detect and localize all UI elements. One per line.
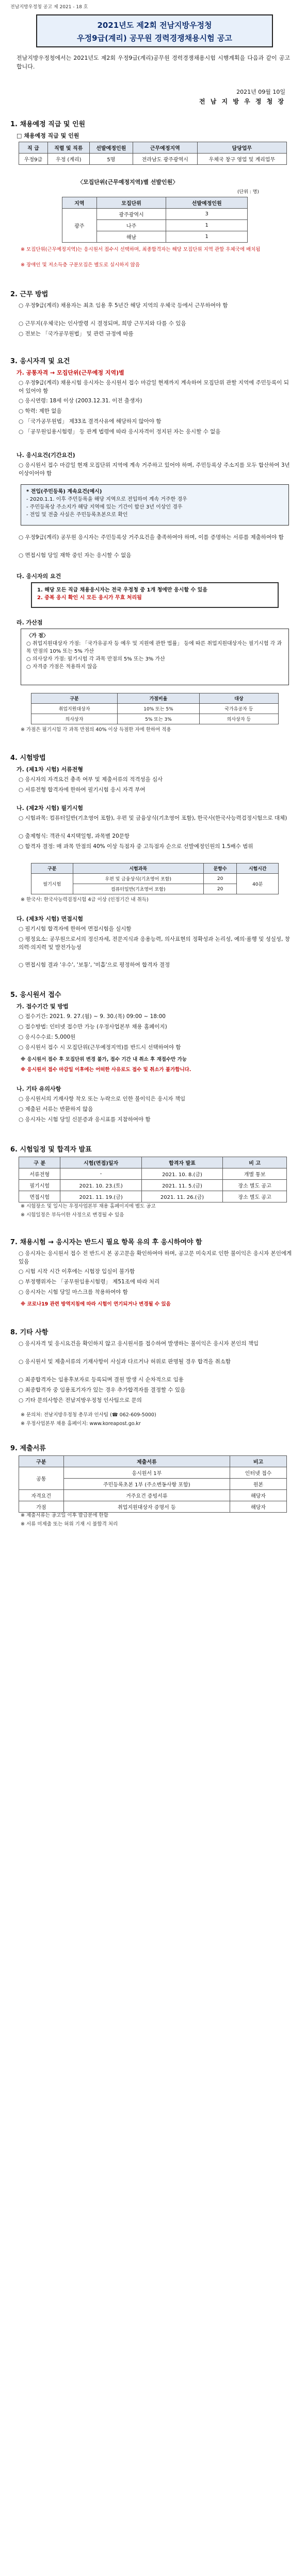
title-line-1: 2021년도 제2회 전남지방우정청 xyxy=(97,21,212,30)
cell: 자격요건 xyxy=(19,1490,64,1501)
section-4-sub1: 가. (제1차 시험) 서류전형 xyxy=(17,766,84,773)
section-5-item: ○ 응시수수료: 5,000원 xyxy=(19,1034,76,1040)
section-3-sub1: 가. 공통자격 → 모집단위(근무예정 지역)별 xyxy=(17,369,124,376)
section-4-item: ○ 시험과목: 컴퓨터일반(기초영어 포함), 우편 및 금융상식(기초영어 포함), 한국사(한국사능력검정시험으로 대체) xyxy=(19,815,287,821)
section-3-extra: ○ 우정9급(계리) 공무원 응시자는 주민등록상 거주요건을 충족하여야 하며, 이를 증명하는 서류를 제출하여야 함 xyxy=(19,534,284,540)
section-2-item: ○ 근무지(우체국)는 인사발령 시 결정되며, 희망 근무지와 다를 수 있음 xyxy=(19,320,186,327)
cell: 우체국 창구 영업 및 계리업무 xyxy=(197,154,286,165)
section-1-note-1: ※ 모집단위(근무예정지역)는 응시원서 접수시 선택하며, 최종합격자는 해당 모집단위 지역 관할 우체국에 배치됨 xyxy=(21,247,261,252)
residency-example-box xyxy=(21,484,289,526)
warn-line: 2. 중복 응시 확인 시 모든 응시가 무효 처리됨 xyxy=(37,595,142,601)
col-header: 지역 xyxy=(62,197,97,209)
col-header: 시험과목 xyxy=(73,863,203,874)
cell: 5명 xyxy=(89,154,133,165)
cell: 2021. 11. 5.(금) xyxy=(141,1180,222,1191)
cell: 장소 별도 공고 xyxy=(223,1180,287,1191)
cell: 인터넷 접수 xyxy=(230,1467,287,1479)
section-6-heading: 6. 시험일정 및 합격자 발표 xyxy=(10,1146,92,1154)
intro-text: 전남지방우정청에서는 2021년도 제2회 우정9급(계리)공무원 경력경쟁채용시험 시행계획을 다음과 같이 공고합니다. xyxy=(17,55,290,70)
section-5-bold-note: ※ 응시원서 접수 후 모집단위 변경 불가, 접수 기간 내 취소 후 재접수만 가능 xyxy=(21,1057,187,1062)
section-3-item: ○ 「공무원임용시험령」 등 관계 법령에 따라 응시자격이 정지된 자는 응시할 수 없음 xyxy=(19,429,221,435)
section-5-red-note: ※ 응시원서 접수 마감일 이후에는 어떠한 사유로도 접수 및 취소가 불가합니다. xyxy=(21,1067,191,1073)
col-header: 구분 xyxy=(31,863,73,874)
unit-label: (단위 : 명) xyxy=(237,190,259,195)
box-line: ○ 자격증 가점은 적용하지 않음 xyxy=(26,664,98,670)
section-2-item: ○ 전보는 「국가공무원법」 및 관련 규정에 따름 xyxy=(19,331,134,337)
box-line: - 2020.1.1. 이후 주민등록을 해당 지역으로 전입하여 계속 거주한 경우 xyxy=(26,497,187,502)
cell: 3 xyxy=(166,209,248,220)
section-7-heading: 7. 채용시험 → 응시자는 반드시 필요 항목 유의 후 응시하여야 함 xyxy=(10,1239,202,1246)
cell: 2021. 11. 26.(금) xyxy=(141,1191,222,1202)
col-header: 대상 xyxy=(199,693,278,704)
section-4-item: ○ 응시자의 자격요건 충족 여부 및 제출서류의 적격성을 심사 xyxy=(19,776,163,783)
cell: 거주요건 증빙서류 xyxy=(63,1490,230,1501)
section-4-item: ○ 필기시험 합격자에 한하여 면접시험을 실시함 xyxy=(19,926,132,932)
cell: 1 xyxy=(166,231,248,243)
section-4-item: ○ 면접시험 결과 '우수', '보통', '미흡'으로 평정하여 합격자 결정 xyxy=(19,962,170,968)
cell: 20 xyxy=(203,874,237,884)
section-4-sub2: 나. (제2차 시험) 필기시험 xyxy=(17,805,84,811)
title-box xyxy=(36,14,273,47)
notice-number: 전남지방우정청 공고 제 2021 - 18 호 xyxy=(10,5,88,10)
section-7-item: ○ 부정행위자는 「공무원임용시험령」 제51조에 따라 처리 xyxy=(19,1279,160,1285)
section-4-sub3: 다. (제3차 시험) 면접시험 xyxy=(17,916,84,922)
cell: 광주광역시 xyxy=(96,209,166,220)
cell: 국가유공자 등 xyxy=(199,704,278,714)
cell: 10% 또는 5% xyxy=(118,704,200,714)
col-header: 제출서류 xyxy=(63,1456,230,1467)
section-4-item: ○ 평정요소: 공무원으로서의 정신자세, 전문지식과 응용능력, 의사표현의 정확성과 논리성, 예의·품행 및 성실성, 창의력·의지력 및 발전가능성 xyxy=(19,936,290,951)
cell: 해당자 xyxy=(230,1490,287,1501)
section-1-heading: 1. 채용예정 직급 및 인원 xyxy=(10,121,86,128)
notice-date: 2021년 09월 10일 xyxy=(236,89,285,95)
col-header: 구분 xyxy=(19,1456,64,1467)
section-4-item: ○ 출제형식: 객관식 4지택일형, 과목별 20문항 xyxy=(19,833,130,839)
cell: 취업지원대상자 xyxy=(31,704,118,714)
box-line: ○ 취업지원대상자 가점: 「국가유공자 등 예우 및 지원에 관한 법률」 등에 따른 취업지원대상자는 필기시험 각 과목 만점의 10% 또는 5% 가산 xyxy=(26,641,282,654)
cell: 2021. 10. 8.(금) xyxy=(141,1168,222,1180)
cell: 응시원서 1부 xyxy=(63,1467,230,1479)
cell: 취업지원대상자 증명서 등 xyxy=(63,1501,230,1513)
documents-note: ※ 서류 미제출 또는 허위 기재 시 불합격 처리 xyxy=(21,1521,118,1527)
box-title: * 전입(주민등록) 계속요건(예시) xyxy=(26,489,102,495)
section-5-sub2: 나. 기타 유의사항 xyxy=(17,1086,61,1092)
cell: 필기시험 xyxy=(31,874,73,894)
section-7-item: ○ 시험 시작 시간 이후에는 시험장 입실이 불가함 xyxy=(19,1268,135,1275)
section-5-heading: 5. 응시원서 접수 xyxy=(10,991,61,999)
section-3-extra: ○ 면접시험 당일 재학 중인 자는 응시할 수 없음 xyxy=(19,552,132,558)
cell: 2021. 11. 19.(금) xyxy=(60,1191,141,1202)
section-5-item: ○ 응시원서의 기재사항 착오 또는 누락으로 인한 불이익은 응시자 책임 xyxy=(19,1096,186,1102)
section-5-item: ○ 응시원서 접수 시 모집단위(근무예정지역)를 반드시 선택하여야 함 xyxy=(19,1044,181,1050)
section-8-item: ○ 최종합격자는 임용후보자로 등록되며 결원 발생 시 순차적으로 임용 xyxy=(19,1377,184,1383)
website-link[interactable]: ※ 우정사업본부 채용 홈페이지: www.koreapost.go.kr xyxy=(21,1421,141,1427)
cell: 해남 xyxy=(96,231,166,243)
cell: 1 xyxy=(166,220,248,231)
section-5-item: ○ 접수방법: 인터넷 접수만 가능 (우정사업본부 채용 홈페이지) xyxy=(19,1024,167,1030)
documents-note: ※ 제출서류는 공고일 이후 발급분에 한함 xyxy=(21,1513,108,1518)
col-header: 가점비율 xyxy=(118,693,200,704)
title-line-2: 우정9급(계리) 공무원 경력경쟁채용시험 공고 xyxy=(77,33,232,43)
positions-table xyxy=(19,142,287,165)
bonus-points-box xyxy=(21,629,289,685)
section-5-item: ○ 제출된 서류는 반환하지 않음 xyxy=(19,1106,93,1112)
cell: 우편 및 금융상식(기초영어 포함) xyxy=(73,874,203,884)
section-9-heading: 9. 제출서류 xyxy=(10,1445,46,1452)
cell: 해당자 xyxy=(230,1501,287,1513)
cell: 2021. 10. 23.(토) xyxy=(60,1180,141,1191)
section-3-sub2-text: ○ 응시원서 접수 마감일 현재 모집단위 지역에 계속 거주하고 있어야 하며, 주민등록상 주소지를 모두 합산하여 3년 이상이어야 함 xyxy=(19,462,290,477)
col-header: 시험(면접)일자 xyxy=(60,1157,141,1168)
section-7-item: ○ 응시자는 응시원서 접수 전 반드시 본 공고문을 확인하여야 하며, 공고문 미숙지로 인한 불이익은 응시자 본인에게 있음 xyxy=(19,1250,292,1265)
cell: 면접시험 xyxy=(19,1191,60,1202)
section-1-sub2: 〈모집단위(근무예정지역)별 선발인원〉 xyxy=(77,179,179,185)
section-3-item: ○ 「국가공무원법」 제33조 결격사유에 해당하지 않아야 함 xyxy=(19,418,162,425)
col-header: 합격자 발표 xyxy=(141,1157,222,1168)
col-header: 선발예정인원 xyxy=(166,197,248,209)
cell: 나주 xyxy=(96,220,166,231)
col-header: 문항수 xyxy=(203,863,237,874)
box-title: 〈가 점〉 xyxy=(26,633,49,639)
section-4-heading: 4. 시험방법 xyxy=(10,754,46,762)
bonus-table xyxy=(31,693,279,724)
korean-history-note: ※ 한국사: 한국사능력검정시험 4급 이상 (인정기간 내 취득) xyxy=(21,897,149,903)
cell: 20 xyxy=(203,884,237,894)
cell: 우정9급 xyxy=(19,154,48,165)
col-header: 직렬 및 직류 xyxy=(47,142,89,154)
cell: 광주 xyxy=(62,209,97,243)
cell: 원본 xyxy=(230,1479,287,1490)
region-table xyxy=(62,197,248,243)
warn-line: 1. 해당 모든 직급 채용응시자는 전국 우정청 중 1개 청에만 응시할 수 있음 xyxy=(37,587,207,593)
cell: 의사상자 xyxy=(31,714,118,724)
col-header: 구 분 xyxy=(19,1157,60,1168)
section-4-item: ○ 서류전형 합격자에 한하여 필기시험 응시 자격 부여 xyxy=(19,787,146,793)
cell: 공통 xyxy=(19,1467,64,1490)
section-1-note-2: ※ 장애인 및 저소득층 구분모집은 별도로 실시하지 않음 xyxy=(21,262,140,268)
duplicate-warning-box xyxy=(31,582,279,608)
bonus-note: ※ 가점은 필기시험 각 과목 만점의 40% 이상 득점한 자에 한하여 적용 xyxy=(21,727,171,733)
col-header: 근무예정지역 xyxy=(133,142,197,154)
cell: 필기시험 xyxy=(19,1180,60,1191)
schedule-table xyxy=(19,1157,287,1202)
cell: 5% 또는 3% xyxy=(118,714,200,724)
section-3-item: ○ 학력: 제한 없음 xyxy=(19,408,62,414)
col-header: 선발예정인원 xyxy=(89,142,133,154)
section-5-item: ○ 접수기간: 2021. 9. 27.(월) ~ 9. 30.(목) 09:00 ~ 18:00 xyxy=(19,1013,166,1020)
col-header: 직 급 xyxy=(19,142,48,154)
section-3-sub2: 나. 응시요건(기간요건) xyxy=(17,452,75,459)
section-8-heading: 8. 기타 사항 xyxy=(10,1329,49,1336)
section-3-sub4: 라. 가산점 xyxy=(17,619,43,626)
cell: 개별 통보 xyxy=(223,1168,287,1180)
exam-subjects-table xyxy=(31,863,279,894)
section-8-item: ○ 응시자격 및 응시요건을 확인하지 않고 응시원서를 접수하여 발생하는 불이익은 응시자 본인의 책임 xyxy=(19,1341,259,1347)
documents-table xyxy=(19,1455,287,1513)
schedule-note: ※ 시험장소 및 일시는 우정사업본부 채용 홈페이지에 별도 공고 xyxy=(21,1204,156,1209)
section-5-sub1: 가. 접수기간 및 방법 xyxy=(17,1003,69,1010)
section-3-item: ○ 응시연령: 18세 이상 (2003.12.31. 이전 출생자) xyxy=(19,398,142,404)
cell: 가점 xyxy=(19,1501,64,1513)
box-line: ○ 의사상자 가점: 필기시험 각 과목 만점의 5% 또는 3% 가산 xyxy=(26,656,165,662)
section-1-sub1: □ 채용예정 직급 및 인원 xyxy=(17,132,79,139)
section-7-item: ○ 응시자는 시험 당일 마스크를 착용하여야 함 xyxy=(19,1289,128,1295)
section-8-item: ○ 최종합격자 중 임용포기자가 있는 경우 추가합격자를 결정할 수 있음 xyxy=(19,1387,186,1393)
box-line: - 주민등록상 주소지가 해당 지역에 있는 기간이 합산 3년 이상인 경우 xyxy=(26,504,183,510)
section-3-sub3: 다. 응시자의 요건 xyxy=(17,573,61,580)
cell: 장소 별도 공고 xyxy=(223,1191,287,1202)
cell: 주민등록초본 1부 (주소변동사항 포함) xyxy=(63,1479,230,1490)
notice-org: 전 남 지 방 우 정 청 장 xyxy=(199,98,285,105)
col-header: 모집단위 xyxy=(96,197,166,209)
section-5-item: ○ 응시자는 시험 당일 신분증과 응시표를 지참하여야 함 xyxy=(19,1116,151,1123)
cell: 전라남도 광주광역시 xyxy=(133,154,197,165)
cell: 우정 (계리) xyxy=(47,154,89,165)
section-3-item: ○ 우정9급(계리) 채용시험 응시자는 응시원서 접수 마감일 현재까지 계속하여 모집단위 관할 지역에 주민등록이 되어 있어야 함 xyxy=(19,380,289,394)
section-2-heading: 2. 근무 방법 xyxy=(10,291,49,298)
section-2-item: ○ 우정9급(계리) 채용자는 최초 임용 후 5년간 해당 지역의 우체국 등에서 근무하여야 함 xyxy=(19,302,228,309)
cell: 의사상자 등 xyxy=(199,714,278,724)
cell: 40분 xyxy=(237,874,279,894)
col-header: 비 고 xyxy=(223,1157,287,1168)
cell: 서류전형 xyxy=(19,1168,60,1180)
section-7-warn: ※ 코로나19 관련 방역지침에 따라 시험이 연기되거나 변경될 수 있음 xyxy=(21,1301,171,1307)
col-header: 구분 xyxy=(31,693,118,704)
section-8-item: ○ 응시원서 및 제출서류의 기재사항이 사실과 다르거나 허위로 판명될 경우 합격을 취소함 xyxy=(19,1359,231,1365)
cell: 컴퓨터일반(기초영어 포함) xyxy=(73,884,203,894)
cell: - xyxy=(60,1168,141,1180)
schedule-note: ※ 시험일정은 부득이한 사정으로 변경될 수 있음 xyxy=(21,1212,124,1218)
col-header: 시험시간 xyxy=(237,863,279,874)
section-4-item: ○ 합격자 결정: 매 과목 만점의 40% 이상 득점자 중 고득점자 순으로 선발예정인원의 1.5배수 범위 xyxy=(19,843,253,850)
col-header: 담당업무 xyxy=(197,142,286,154)
section-8-item: ○ 기타 문의사항은 전남지방우정청 인사팀으로 문의 xyxy=(19,1397,142,1403)
contact-note: ※ 문의처: 전남지방우정청 총무과 인사팀 (☎ 062-609-5000) xyxy=(21,1412,156,1418)
col-header: 비고 xyxy=(230,1456,287,1467)
section-3-heading: 3. 응시자격 및 요건 xyxy=(10,358,70,365)
box-line: - 전입 및 전출 사실은 주민등록초본으로 확인 xyxy=(26,512,128,518)
